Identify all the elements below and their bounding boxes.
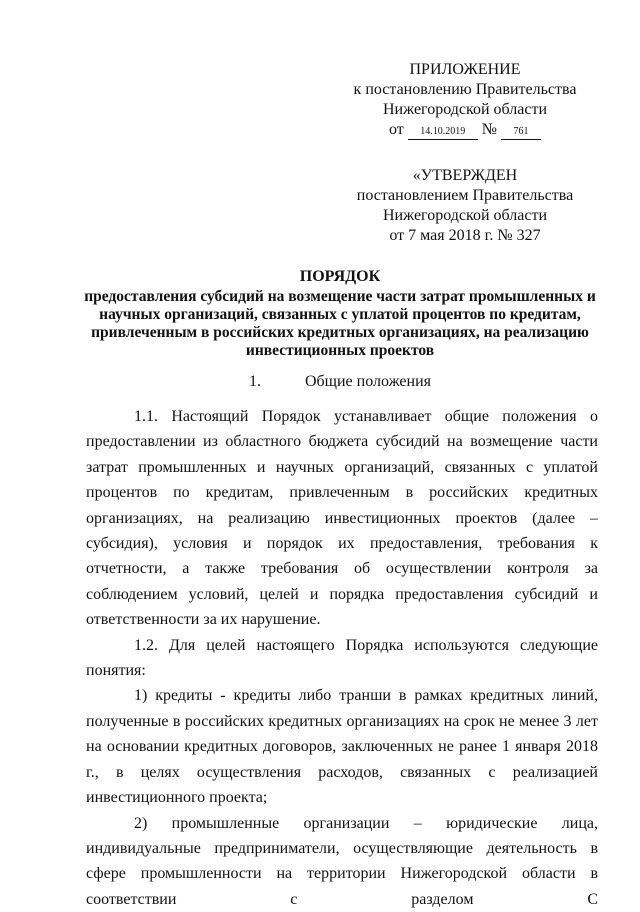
title-subtitle: предоставления субсидий на возмещение части затрат промышленных и научных организаций, связанных с уплатой процентов по кредитам, привлеченным в российских кредитных организациях, на реализацию инвестиционных проектов bbox=[80, 288, 600, 360]
annex-block bbox=[340, 60, 590, 140]
annex-line-2: Нижегородской области bbox=[340, 100, 590, 120]
annex-reference-line bbox=[340, 120, 590, 140]
approved-line-2: постановлением Правительства bbox=[340, 186, 590, 206]
paragraph-1-2: 1.2. Для целей настоящего Порядка используются следующие понятия: bbox=[86, 633, 598, 684]
paragraph-1-1: 1.1. Настоящий Порядок устанавливает общие положения о предоставлении из областного бюджета субсидий на возмещение части затрат промышленных и научных организаций, связанных с уплатой процентов по кредитам, привлеченным в российских кредитных организациях, на реализацию инвестиционных проектов (далее – субсидия), условия и порядок их предоставления, требования к отчетности, а также требования об осуществлении контроля за соблюдением условий, целей и порядка предоставления субсидий и ответственности за их нарушение. bbox=[86, 404, 598, 633]
approved-line-3: Нижегородской области bbox=[340, 206, 590, 226]
title-main: ПОРЯДОК bbox=[80, 268, 600, 286]
section-title: Общие положения bbox=[305, 373, 431, 390]
document-title bbox=[80, 268, 600, 360]
annex-date: 14.10.2019 bbox=[408, 125, 478, 140]
document-body bbox=[86, 404, 598, 912]
paragraph-1-2-item-2: 2) промышленные организации – юридические лица, индивидуальные предприниматели, осуществляющие деятельность в сфере промышленности на территории Нижегородской области в соответствии с разделом С bbox=[86, 811, 598, 912]
paragraph-1-2-item-1: 1) кредиты - кредиты либо транши в рамках кредитных линий, полученные в российских кредитных организациях на срок не менее 3 лет на основании кредитных договоров, заключенных не ранее 1 января 2018 г., в целях осуществления расходов, связанных с реализацией инвестиционного проекта; bbox=[86, 683, 598, 810]
annex-title: ПРИЛОЖЕНИЕ bbox=[340, 60, 590, 80]
approved-block bbox=[340, 166, 590, 246]
annex-from-label: от bbox=[389, 121, 404, 138]
annex-number-sign: № bbox=[482, 121, 497, 138]
approved-line-1: «УТВЕРЖДЕН bbox=[340, 166, 590, 186]
section-heading bbox=[80, 372, 600, 392]
approved-line-4: от 7 мая 2018 г. № 327 bbox=[340, 226, 590, 246]
section-number: 1. bbox=[249, 372, 305, 392]
annex-number: 761 bbox=[501, 125, 541, 140]
annex-line-1: к постановлению Правительства bbox=[340, 80, 590, 100]
